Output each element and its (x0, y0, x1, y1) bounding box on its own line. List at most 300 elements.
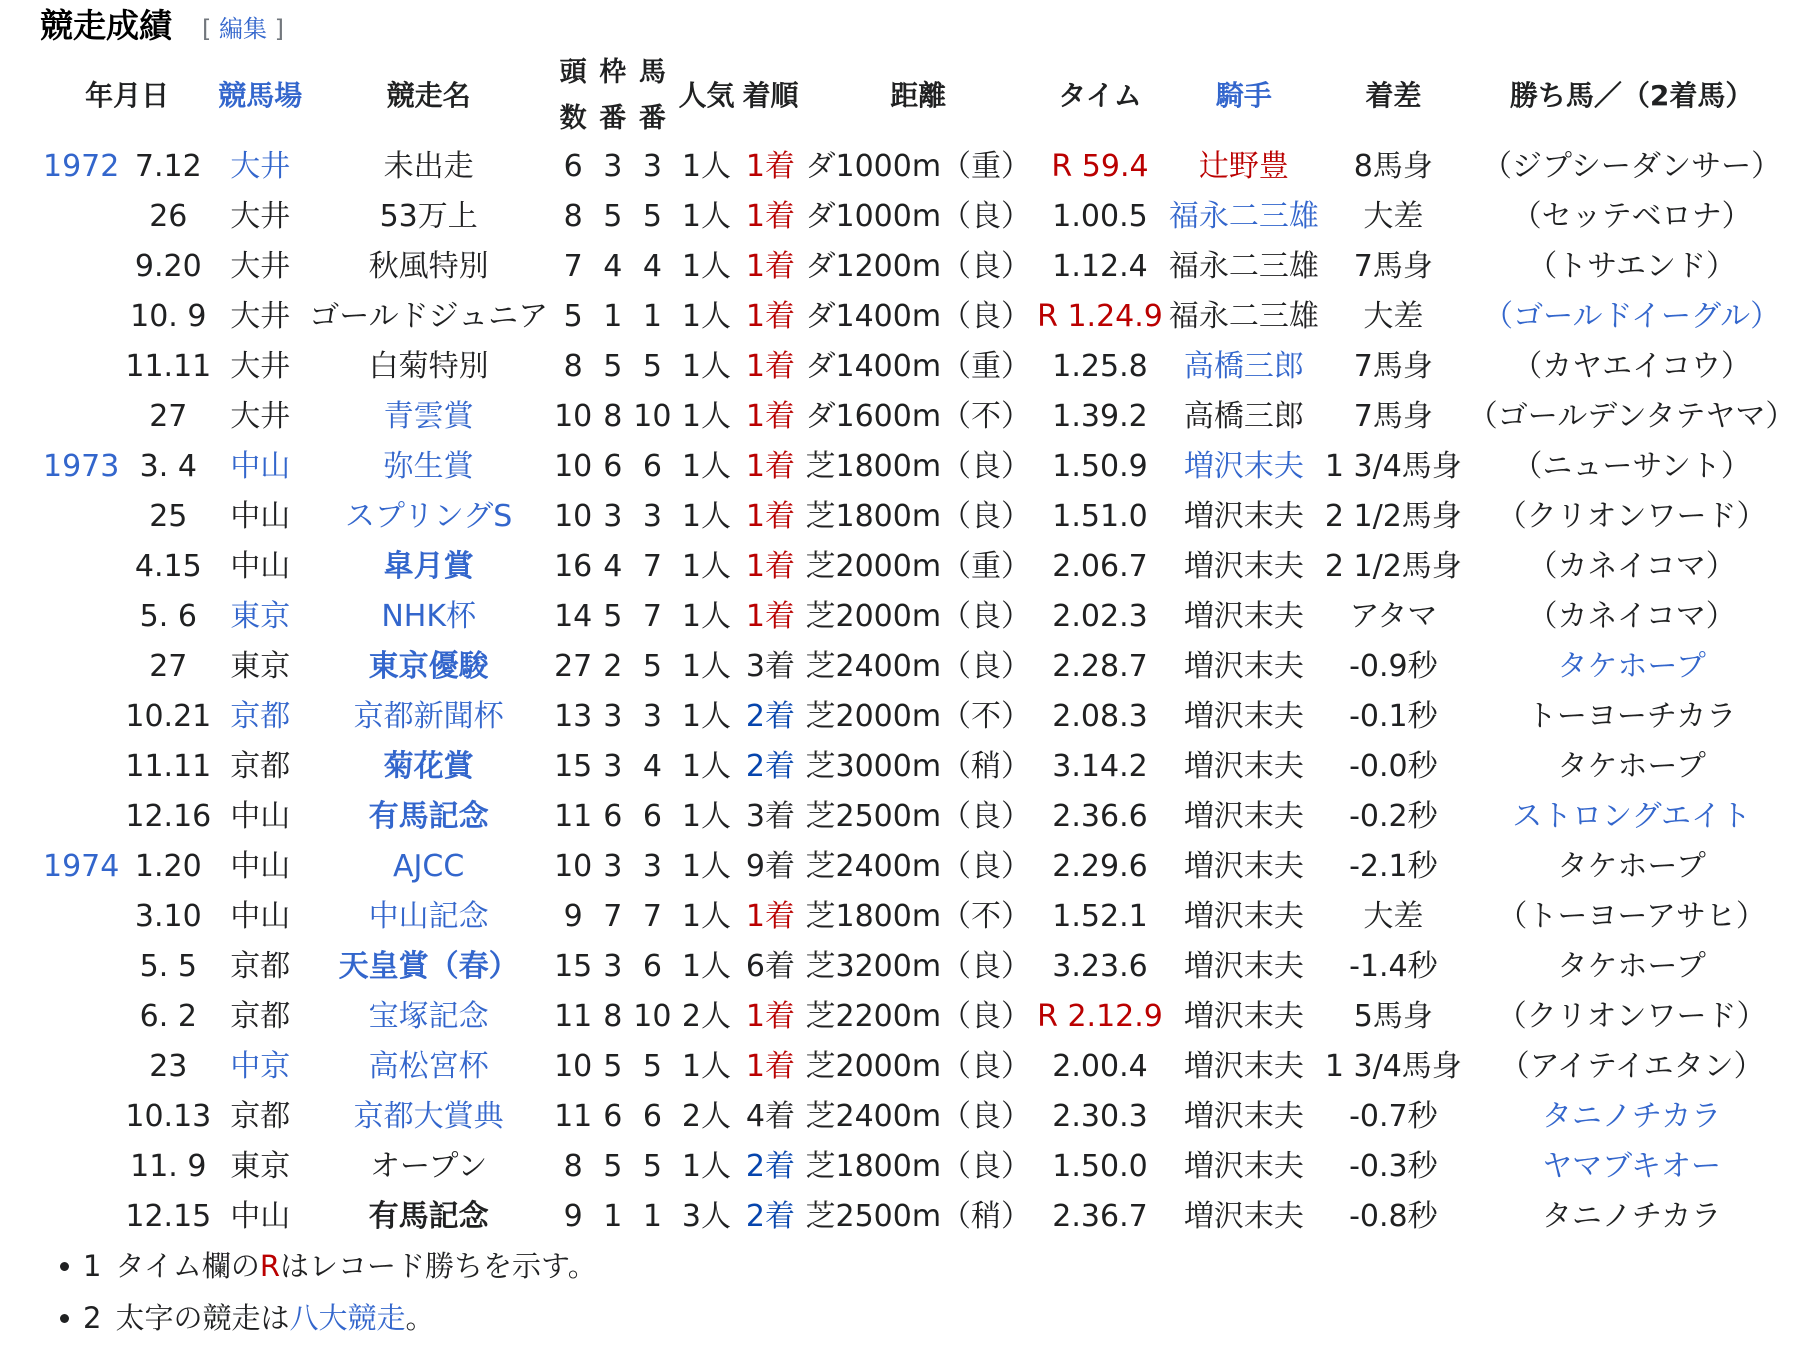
cell-time: 2.00.4 (1052, 1049, 1148, 1084)
cell-number: 4 (642, 749, 662, 784)
cell-winner: （セッテベロナ） (1511, 199, 1752, 234)
cell-year (40, 742, 122, 792)
cell-year (40, 1042, 122, 1092)
cell-finish: 3着 (745, 649, 796, 684)
cell-race[interactable]: 天皇賞（春） (338, 949, 519, 984)
table-row (40, 642, 1798, 692)
cell-race: ゴールドジュニア (309, 299, 549, 334)
cell-race[interactable]: 菊花賞 (383, 749, 474, 784)
cell-date: 27 (149, 399, 188, 434)
header-number-line2: 番 (638, 103, 666, 134)
cell-field: 8 (563, 349, 583, 384)
cell-course[interactable]: 東京 (230, 599, 291, 634)
cell-course: 中山 (230, 899, 291, 934)
cell-finish: 2着 (745, 1149, 796, 1184)
cell-gate: 6 (603, 1099, 623, 1134)
cell-date: 5. 6 (139, 599, 197, 634)
cell-year (40, 292, 122, 342)
cell-jockey: 増沢末夫 (1183, 1099, 1304, 1134)
cell-year (40, 592, 122, 642)
bullet-icon (60, 1262, 69, 1271)
cell-distance: 芝3200m（良） (805, 949, 1032, 984)
cell-jockey: 福永二三雄 (1168, 249, 1319, 284)
cell-field: 10 (554, 849, 593, 884)
cell-year (40, 492, 122, 542)
cell-number: 1 (642, 1199, 662, 1234)
cell-popularity: 1人 (681, 1049, 731, 1084)
cell-gate: 5 (603, 199, 623, 234)
cell-margin: -0.2秒 (1349, 799, 1438, 834)
cell-jockey: 増沢末夫 (1183, 999, 1304, 1034)
cell-winner[interactable]: ストロングエイト (1512, 799, 1751, 834)
cell-margin: -0.8秒 (1349, 1199, 1438, 1234)
cell-race[interactable]: AJCC (393, 849, 465, 884)
cell-gate: 4 (603, 249, 623, 284)
cell-time: 1.50.9 (1052, 449, 1148, 484)
time-value: 59.4 (1081, 149, 1149, 184)
cell-course: 東京 (230, 649, 291, 684)
cell-course: 大井 (230, 199, 291, 234)
header-number (630, 50, 674, 142)
cell-distance: ダ1400m（良） (805, 299, 1032, 334)
cell-popularity: 1人 (681, 849, 731, 884)
cell-time: 1.50.0 (1052, 1149, 1148, 1184)
cell-date: 1.20 (134, 849, 202, 884)
cell-race[interactable]: 東京優駿 (368, 649, 489, 684)
cell-finish: 4着 (745, 1099, 796, 1134)
cell-date: 10.13 (125, 1099, 212, 1134)
cell-winner: タケホープ (1557, 849, 1706, 884)
cell-course[interactable]: 中京 (230, 1049, 291, 1084)
cell-field: 27 (554, 649, 593, 684)
cell-gate: 3 (603, 849, 623, 884)
cell-field: 13 (554, 699, 593, 734)
cell-popularity: 1人 (681, 149, 731, 184)
cell-margin: 5馬身 (1353, 999, 1433, 1034)
cell-year (40, 942, 122, 992)
header-popularity: 人気 (678, 79, 735, 112)
cell-jockey: 増沢末夫 (1183, 899, 1304, 934)
cell-margin: 7馬身 (1353, 349, 1433, 384)
cell-finish: 3着 (745, 799, 796, 834)
cell-number: 5 (642, 649, 662, 684)
cell-race[interactable]: 有馬記念 (368, 799, 489, 834)
cell-distance: 芝1800m（良） (805, 1149, 1032, 1184)
cell-margin: -2.1秒 (1349, 849, 1438, 884)
cell-race[interactable]: 宝塚記念 (368, 999, 489, 1034)
cell-distance: 芝2000m（良） (805, 599, 1032, 634)
cell-popularity: 1人 (681, 449, 731, 484)
table-row (40, 392, 1798, 442)
cell-course: 京都 (230, 999, 291, 1034)
cell-margin: -0.9秒 (1349, 649, 1438, 684)
cell-time: 2.28.7 (1052, 649, 1148, 684)
cell-field: 10 (554, 499, 593, 534)
cell-gate: 5 (603, 349, 623, 384)
cell-distance: 芝3000m（稍） (805, 749, 1032, 784)
cell-date: 3. 4 (139, 449, 197, 484)
cell-year (40, 1142, 122, 1192)
table-row (40, 1192, 1798, 1242)
cell-field: 8 (563, 199, 583, 234)
cell-date: 11.11 (125, 349, 212, 384)
cell-distance: 芝2000m（重） (805, 549, 1032, 584)
cell-winner: タケホープ (1557, 749, 1706, 784)
header-distance: 距離 (890, 79, 947, 112)
table-body (40, 142, 1798, 1242)
cell-winner: タケホープ (1557, 949, 1706, 984)
cell-date: 23 (149, 1049, 188, 1084)
time-value: 1.24.9 (1067, 299, 1163, 334)
cell-jockey[interactable]: 高橋三郎 (1183, 349, 1304, 384)
header-gate (595, 50, 630, 142)
cell-distance: 芝2000m（良） (805, 1049, 1032, 1084)
cell-popularity: 3人 (681, 1199, 731, 1234)
cell-finish: 1着 (745, 449, 796, 484)
cell-date: 10. 9 (130, 299, 207, 334)
cell-winner: （トーヨーアサヒ） (1497, 899, 1766, 934)
header-margin: 着差 (1365, 79, 1422, 112)
table-row (40, 592, 1798, 642)
cell-year (40, 342, 122, 392)
cell-time: 2.08.3 (1052, 699, 1148, 734)
note-number: 1 (83, 1249, 102, 1283)
cell-jockey: 増沢末夫 (1183, 1049, 1304, 1084)
cell-distance: 芝2500m（良） (805, 799, 1032, 834)
cell-margin: 1 3/4馬身 (1324, 449, 1462, 484)
cell-date: 9.20 (134, 249, 202, 284)
cell-number: 3 (642, 499, 662, 534)
header-race: 競走名 (386, 79, 471, 112)
cell-course[interactable]: 中山 (230, 449, 291, 484)
cell-race: 未出走 (383, 149, 474, 184)
cell-distance: ダ1600m（不） (805, 399, 1032, 434)
cell-year (40, 1192, 122, 1242)
cell-margin: 大差 (1363, 899, 1424, 934)
cell-jockey: 増沢末夫 (1183, 949, 1304, 984)
cell-popularity: 1人 (681, 349, 731, 384)
cell-time: 1.25.8 (1052, 349, 1148, 384)
cell-finish: 2着 (745, 1199, 796, 1234)
cell-race: 53万上 (379, 199, 478, 234)
cell-time (1034, 142, 1166, 192)
cell-time: 2.36.7 (1052, 1199, 1148, 1234)
cell-field: 14 (554, 599, 593, 634)
cell-number: 3 (642, 149, 662, 184)
table-row (40, 442, 1798, 492)
cell-winner: （アイテイエタン） (1499, 1049, 1764, 1084)
cell-margin: アタマ (1349, 599, 1438, 634)
cell-number: 6 (642, 449, 662, 484)
cell-finish: 1着 (745, 1049, 796, 1084)
cell-popularity: 1人 (681, 599, 731, 634)
cell-jockey: 高橋三郎 (1183, 399, 1304, 434)
cell-distance: 芝1800m（良） (805, 499, 1032, 534)
cell-popularity: 1人 (681, 899, 731, 934)
cell-jockey: 増沢末夫 (1183, 849, 1304, 884)
cell-race[interactable]: NHK杯 (381, 599, 477, 634)
cell-gate: 5 (603, 1049, 623, 1084)
table-row (40, 192, 1798, 242)
cell-course: 中山 (230, 799, 291, 834)
header-date: 年月日 (85, 79, 170, 112)
cell-popularity: 1人 (681, 649, 731, 684)
cell-time: 1.39.2 (1052, 399, 1148, 434)
cell-field: 10 (554, 449, 593, 484)
cell-jockey: 増沢末夫 (1183, 499, 1304, 534)
cell-distance: 芝1800m（不） (805, 899, 1032, 934)
cell-course: 京都 (230, 749, 291, 784)
cell-date: 26 (149, 199, 188, 234)
cell-gate: 6 (603, 449, 623, 484)
cell-course: 京都 (230, 949, 291, 984)
cell-time: 1.12.4 (1052, 249, 1148, 284)
cell-winner: （トサエンド） (1527, 249, 1736, 284)
cell-distance: ダ1400m（重） (805, 349, 1032, 384)
table-row (40, 892, 1798, 942)
cell-distance: 芝2400m（良） (805, 849, 1032, 884)
cell-number: 10 (633, 999, 672, 1034)
cell-jockey[interactable]: 増沢末夫 (1183, 449, 1304, 484)
cell-race[interactable]: 中山記念 (368, 899, 489, 934)
cell-field: 15 (554, 949, 593, 984)
cell-race[interactable]: 高松宮杯 (368, 1049, 489, 1084)
cell-winner: （カネイコマ） (1527, 549, 1736, 584)
cell-year (40, 242, 122, 292)
cell-date: 7.12 (134, 149, 202, 184)
cell-year (40, 892, 122, 942)
cell-winner: トーヨーチカラ (1526, 699, 1737, 734)
cell-field: 10 (554, 399, 593, 434)
time-value: 2.12.9 (1067, 999, 1163, 1034)
table-row (40, 242, 1798, 292)
cell-gate: 3 (603, 949, 623, 984)
notes-list (60, 1240, 597, 1344)
cell-year (40, 992, 122, 1042)
race-results-table (40, 50, 1798, 1242)
cell-popularity: 1人 (681, 199, 731, 234)
table-row (40, 292, 1798, 342)
header-winner: 勝ち馬／（2着馬） (1509, 79, 1754, 112)
cell-course: 中山 (230, 549, 291, 584)
cell-course: 中山 (230, 499, 291, 534)
cell-winner[interactable]: タニノチカラ (1541, 1099, 1722, 1134)
cell-time: 2.36.6 (1052, 799, 1148, 834)
cell-race: オープン (370, 1149, 488, 1184)
cell-gate: 3 (603, 499, 623, 534)
cell-margin: 1 3/4馬身 (1324, 1049, 1462, 1084)
cell-year (40, 542, 122, 592)
cell-field: 11 (554, 1099, 593, 1134)
cell-year (40, 642, 122, 692)
cell-year[interactable]: 1972 (43, 149, 120, 184)
cell-race[interactable]: 京都大賞典 (353, 1099, 504, 1134)
cell-winner[interactable]: （ゴールドイーグル） (1483, 299, 1781, 334)
eight-big-races-link[interactable]: 八大競走 (289, 1301, 406, 1335)
cell-gate: 3 (603, 149, 623, 184)
table-row (40, 492, 1798, 542)
cell-finish: 1着 (745, 499, 796, 534)
cell-race: 秋風特別 (368, 249, 489, 284)
cell-finish: 1着 (745, 249, 796, 284)
cell-gate: 4 (603, 549, 623, 584)
cell-course[interactable]: 京都 (230, 699, 291, 734)
table-row (40, 992, 1798, 1042)
cell-distance: 芝1800m（良） (805, 449, 1032, 484)
table-row (40, 1092, 1798, 1142)
cell-finish: 6着 (745, 949, 796, 984)
cell-jockey: 増沢末夫 (1183, 799, 1304, 834)
cell-margin: 8馬身 (1353, 149, 1433, 184)
note-number: 2 (83, 1301, 102, 1335)
cell-year[interactable]: 1974 (43, 849, 120, 884)
cell-number: 1 (642, 299, 662, 334)
cell-jockey: 増沢末夫 (1183, 1199, 1304, 1234)
cell-jockey: 福永二三雄 (1168, 299, 1319, 334)
record-mark: R (1037, 999, 1058, 1034)
cell-winner: （カネイコマ） (1527, 599, 1736, 634)
cell-distance: 芝2500m（稍） (805, 1199, 1032, 1234)
cell-number: 6 (642, 1099, 662, 1134)
cell-winner: （ジプシーダンサー） (1482, 149, 1782, 184)
cell-gate: 1 (603, 299, 623, 334)
cell-jockey[interactable]: 辻野豊 (1198, 149, 1289, 184)
cell-number: 3 (642, 699, 662, 734)
cell-race[interactable]: 京都新聞杯 (353, 699, 504, 734)
section-title: 競走成績 (40, 6, 172, 45)
cell-margin: 大差 (1363, 199, 1424, 234)
cell-popularity: 2人 (681, 999, 731, 1034)
cell-number: 5 (642, 349, 662, 384)
edit-section (202, 9, 284, 44)
cell-race[interactable]: 青雲賞 (383, 399, 474, 434)
record-mark: R (1051, 149, 1073, 184)
cell-margin: 7馬身 (1353, 399, 1433, 434)
cell-margin: -0.1秒 (1349, 699, 1438, 734)
cell-race: 有馬記念 (368, 1199, 489, 1234)
table-header-row (40, 50, 1798, 142)
table-row (40, 692, 1798, 742)
cell-field: 15 (554, 749, 593, 784)
cell-date: 5. 5 (139, 949, 197, 984)
cell-course: 中山 (230, 1199, 291, 1234)
cell-date: 4.15 (134, 549, 202, 584)
cell-winner: （クリオンワード） (1496, 499, 1767, 534)
record-mark: R (1037, 299, 1058, 334)
record-mark: R (259, 1249, 281, 1283)
cell-course: 大井 (230, 299, 291, 334)
cell-field: 5 (563, 299, 583, 334)
cell-jockey: 増沢末夫 (1183, 649, 1304, 684)
cell-distance: 芝2000m（不） (805, 699, 1032, 734)
cell-finish: 1着 (745, 299, 796, 334)
cell-date: 12.15 (125, 1199, 212, 1234)
cell-margin: 大差 (1363, 299, 1424, 334)
cell-date: 25 (149, 499, 188, 534)
cell-number: 7 (642, 599, 662, 634)
cell-course: 東京 (230, 1149, 291, 1184)
cell-finish: 1着 (745, 899, 796, 934)
cell-year (40, 192, 122, 242)
cell-winner: （ゴールデンタテヤマ） (1467, 399, 1796, 434)
bullet-icon (60, 1314, 69, 1323)
cell-distance: 芝2400m（良） (805, 1099, 1032, 1134)
header-field-line1: 頭 (559, 57, 587, 88)
cell-popularity: 1人 (681, 799, 731, 834)
cell-number: 6 (642, 799, 662, 834)
cell-field: 10 (554, 1049, 593, 1084)
cell-gate: 8 (603, 399, 623, 434)
cell-race[interactable]: 皐月賞 (383, 549, 474, 584)
cell-finish: 2着 (745, 749, 796, 784)
cell-date: 27 (149, 649, 188, 684)
table-row (40, 342, 1798, 392)
cell-popularity: 1人 (681, 399, 731, 434)
cell-gate: 6 (603, 799, 623, 834)
table-row (40, 1042, 1798, 1092)
cell-gate: 2 (603, 649, 623, 684)
cell-finish: 1着 (745, 149, 796, 184)
cell-number: 10 (633, 399, 672, 434)
cell-field: 6 (563, 149, 583, 184)
cell-popularity: 1人 (681, 949, 731, 984)
cell-course: 大井 (230, 249, 291, 284)
cell-field: 11 (554, 999, 593, 1034)
cell-field: 8 (563, 1149, 583, 1184)
cell-popularity: 1人 (681, 1149, 731, 1184)
cell-race[interactable]: スプリングS (345, 499, 513, 534)
cell-winner[interactable]: ヤマブキオー (1542, 1149, 1721, 1184)
cell-number: 5 (642, 1149, 662, 1184)
note-item (60, 1240, 597, 1292)
cell-date: 6. 2 (139, 999, 197, 1034)
cell-course: 中山 (230, 849, 291, 884)
cell-jockey[interactable]: 福永二三雄 (1168, 199, 1319, 234)
cell-number: 5 (642, 199, 662, 234)
header-field-line2: 数 (559, 103, 587, 134)
header-jockey[interactable]: 騎手 (1215, 79, 1272, 112)
cell-gate: 3 (603, 699, 623, 734)
cell-jockey: 増沢末夫 (1183, 549, 1304, 584)
cell-race[interactable]: 弥生賞 (383, 449, 474, 484)
cell-gate: 8 (603, 999, 623, 1034)
table-row (40, 942, 1798, 992)
cell-jockey: 増沢末夫 (1183, 599, 1304, 634)
cell-course: 大井 (230, 349, 291, 384)
cell-year[interactable]: 1973 (43, 449, 120, 484)
header-time: タイム (1058, 79, 1142, 112)
cell-winner: （ニューサント） (1512, 449, 1751, 484)
cell-distance: ダ1000m（重） (805, 149, 1032, 184)
cell-winner: タニノチカラ (1541, 1199, 1722, 1234)
cell-course[interactable]: 大井 (230, 149, 291, 184)
header-course[interactable]: 競馬場 (218, 79, 303, 112)
cell-margin: 2 1/2馬身 (1324, 499, 1462, 534)
table-row (40, 842, 1798, 892)
edit-bracket-open: [ (202, 15, 219, 43)
cell-gate: 5 (603, 1149, 623, 1184)
edit-link[interactable]: 編集 (219, 15, 267, 43)
table-row (40, 1142, 1798, 1192)
cell-winner[interactable]: タケホープ (1557, 649, 1706, 684)
cell-distance: ダ1200m（良） (805, 249, 1032, 284)
table-row (40, 542, 1798, 592)
cell-time: 1.00.5 (1052, 199, 1148, 234)
cell-field: 7 (563, 249, 583, 284)
cell-date: 3.10 (134, 899, 202, 934)
cell-gate: 1 (603, 1199, 623, 1234)
cell-course: 大井 (230, 399, 291, 434)
